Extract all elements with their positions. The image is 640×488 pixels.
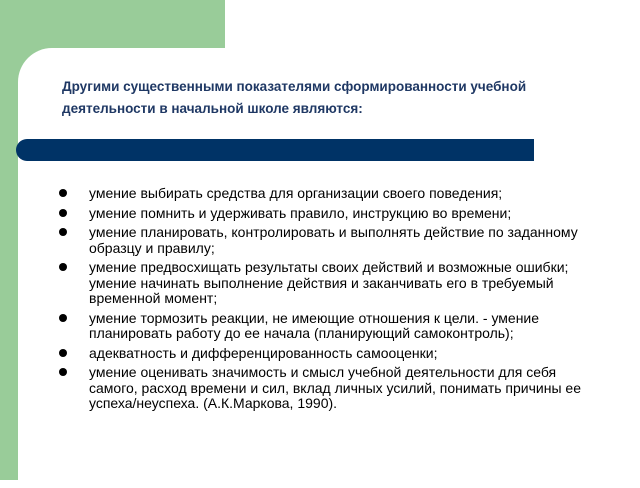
bullet-text: умение оценивать значимость и смысл учебной деятельности для себя самого, расход времени и сил, вклад личных усилий, понимать причины ее успеха/неуспеха. (А.К.Маркова, 1990). — [89, 364, 581, 411]
bullet-dot-icon — [59, 368, 67, 376]
bullet-text: умение помнить и удерживать правило, инструкцию во времени; — [89, 204, 512, 221]
bullet-dot-icon — [59, 209, 67, 217]
bullet-text: умение выбирать средства для организации своего поведения; — [89, 185, 503, 201]
bullet-dot-icon — [59, 228, 67, 236]
bullet-text: умение планировать, контролировать и выполнять действие по заданному образцу и правилу; — [89, 224, 578, 256]
slide-title: Другими существенными показателями сформированности учебной деятельности в начальной школе являются: — [62, 79, 527, 116]
bullet-dot-icon — [59, 263, 67, 271]
bullet-item — [0, 186, 600, 202]
bullet-item — [0, 206, 600, 222]
bullet-dot-icon — [59, 314, 67, 322]
bullet-item — [0, 346, 600, 362]
bullet-text: умение предвосхищать результаты своих действий и возможные ошибки; умение начинать выполнение действия и заканчивать его в требуемый временной момент; — [89, 259, 569, 306]
bullet-text: адекватность и дифференцированность самооценки; — [89, 344, 438, 361]
bullet-dot-icon — [59, 189, 67, 197]
bullet-dot-icon — [59, 349, 67, 357]
bullet-item — [0, 260, 600, 307]
bullet-item — [0, 365, 600, 412]
bullet-text: умение тормозить реакции, не имеющие отношения к цели. - умение планировать работу до ее начала (планирующий самоконтроль); — [89, 309, 540, 341]
title-divider-bar — [16, 139, 534, 161]
bullet-item — [0, 311, 600, 342]
bullet-item — [0, 225, 600, 256]
bullet-list — [0, 186, 600, 416]
